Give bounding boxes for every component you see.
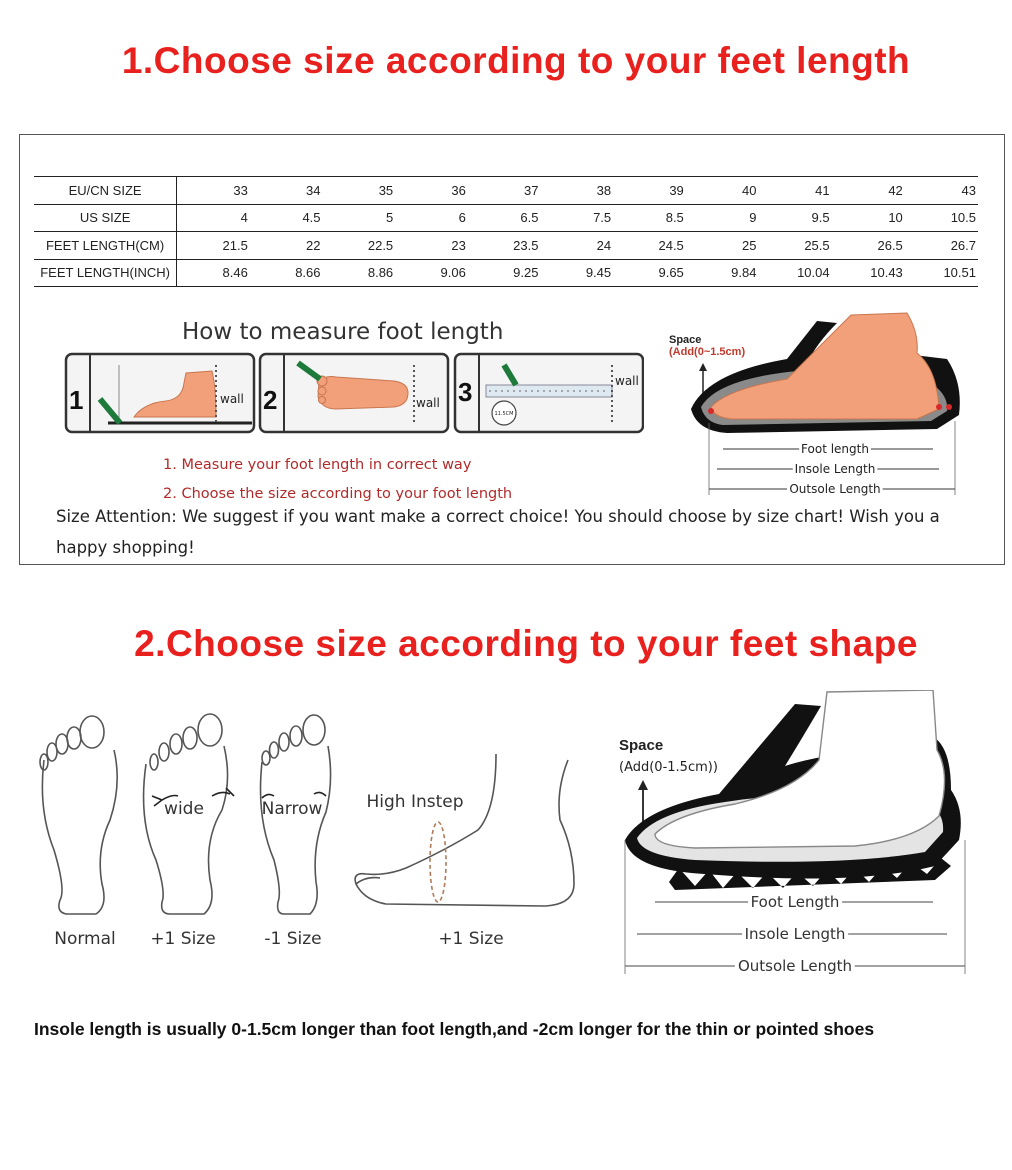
shape-size-wide: +1 Size — [150, 929, 216, 949]
step-instruction-1: 1. Measure your foot length in correct way — [163, 457, 472, 473]
outsole-length-label-large: Outsole Length — [737, 957, 853, 975]
size-table — [34, 176, 978, 287]
size-cell: 24 — [540, 232, 613, 260]
size-cell: 22 — [250, 232, 323, 260]
size-table-row — [34, 259, 978, 287]
step-number-3: 3 — [458, 377, 473, 407]
size-cell: 7.5 — [540, 204, 613, 232]
narrow-left-arrow — [262, 794, 274, 798]
size-cell: 9.25 — [468, 259, 541, 287]
step-box-2 — [260, 354, 448, 432]
normal-foot-outline — [40, 716, 117, 914]
size-cell: 35 — [323, 177, 396, 205]
size-cell: 10.51 — [905, 259, 978, 287]
measure-steps-illustration — [64, 351, 644, 437]
size-cell: 9.5 — [758, 204, 831, 232]
size-cell: 4.5 — [250, 204, 323, 232]
size-table-row — [34, 177, 978, 205]
size-cell: 22.5 — [323, 232, 396, 260]
narrow-right-arrow — [314, 792, 326, 796]
size-table-row — [34, 232, 978, 260]
size-cell: 9.06 — [395, 259, 468, 287]
size-cell: 23.5 — [468, 232, 541, 260]
size-table-row — [34, 204, 978, 232]
size-cell: 40 — [686, 177, 759, 205]
foot-shapes-illustration — [26, 700, 616, 960]
foot-length-label-large: Foot Length — [750, 893, 840, 911]
size-chart-panel — [19, 134, 1005, 565]
high-instep-foot-outline — [355, 754, 574, 906]
insole-note: Insole length is usually 0-1.5cm longer than foot length,and -2cm longer for the thin or pointed shoes — [34, 1019, 875, 1039]
size-cell: 9.84 — [686, 259, 759, 287]
measure-title: How to measure foot length — [182, 319, 504, 345]
row-label: FEET LENGTH(CM) — [34, 232, 177, 260]
size-cell: 6.5 — [468, 204, 541, 232]
size-cell: 23 — [395, 232, 468, 260]
size-cell: 36 — [395, 177, 468, 205]
wall-label-3: wall — [615, 374, 639, 388]
size-cell: 9.65 — [613, 259, 686, 287]
wall-label-1: wall — [220, 392, 244, 406]
space-add-label-large: (Add(0-1.5cm)) — [619, 760, 718, 775]
size-cell: 26.7 — [905, 232, 978, 260]
step-box-1 — [66, 354, 254, 432]
size-cell: 25 — [686, 232, 759, 260]
size-cell: 21.5 — [177, 232, 250, 260]
row-label: FEET LENGTH(INCH) — [34, 259, 177, 287]
step-number-2: 2 — [263, 385, 278, 415]
size-cell: 37 — [468, 177, 541, 205]
shoe-diagram-small — [667, 303, 967, 498]
row-label: US SIZE — [34, 204, 177, 232]
step-box-3 — [455, 354, 643, 432]
size-cell: 10.43 — [832, 259, 905, 287]
size-cell: 10.5 — [905, 204, 978, 232]
size-attention-text: Size Attention: We suggest if you want make a correct choice! You should choose by size chart! Wish you a happy shopping! — [56, 507, 940, 557]
size-cell: 38 — [540, 177, 613, 205]
size-cell: 10.04 — [758, 259, 831, 287]
size-cell: 43 — [905, 177, 978, 205]
size-cell: 5 — [323, 204, 396, 232]
size-cell: 6 — [395, 204, 468, 232]
shoe-diagram-large — [615, 690, 975, 980]
size-cell: 8.5 — [613, 204, 686, 232]
shape-label-high-instep: High Instep — [366, 792, 464, 812]
size-cell: 8.86 — [323, 259, 396, 287]
insole-length-label-small: Insole Length — [794, 462, 876, 476]
wide-right-arrow — [212, 792, 230, 796]
size-cell: 39 — [613, 177, 686, 205]
space-label-small: Space — [669, 334, 702, 346]
space-label-large: Space — [619, 737, 664, 754]
size-cell: 24.5 — [613, 232, 686, 260]
size-cell: 41 — [758, 177, 831, 205]
size-cell: 34 — [250, 177, 323, 205]
shape-size-normal: Normal — [54, 929, 116, 949]
wall-label-2: wall — [416, 396, 440, 410]
size-cell: 9.45 — [540, 259, 613, 287]
space-add-label-small: (Add(0~1.5cm) — [669, 346, 746, 358]
step-number-1: 1 — [69, 385, 84, 415]
shape-label-narrow: Narrow — [261, 799, 323, 819]
size-cell: 42 — [832, 177, 905, 205]
size-cell: 33 — [177, 177, 250, 205]
size-cell: 8.46 — [177, 259, 250, 287]
size-cell: 25.5 — [758, 232, 831, 260]
shape-size-narrow: -1 Size — [264, 929, 322, 949]
size-cell: 8.66 — [250, 259, 323, 287]
shape-size-high-instep: +1 Size — [438, 929, 504, 949]
shape-label-wide: wide — [164, 799, 204, 819]
size-cell: 4 — [177, 204, 250, 232]
foot-length-label-small: Foot length — [801, 442, 869, 456]
size-cell: 26.5 — [832, 232, 905, 260]
size-cell: 9 — [686, 204, 759, 232]
size-cell: 10 — [832, 204, 905, 232]
heading-feet-shape: 2.Choose size according to your feet shape — [134, 623, 918, 664]
heading-feet-length: 1.Choose size according to your feet length — [121, 40, 911, 81]
insole-length-label-large: Insole Length — [744, 925, 846, 943]
ruler-mark: 11.5CM — [494, 411, 514, 417]
outsole-length-label-small: Outsole Length — [789, 482, 881, 496]
row-label: EU/CN SIZE — [34, 177, 177, 205]
step-instruction-2: 2. Choose the size according to your foot length — [163, 486, 513, 502]
